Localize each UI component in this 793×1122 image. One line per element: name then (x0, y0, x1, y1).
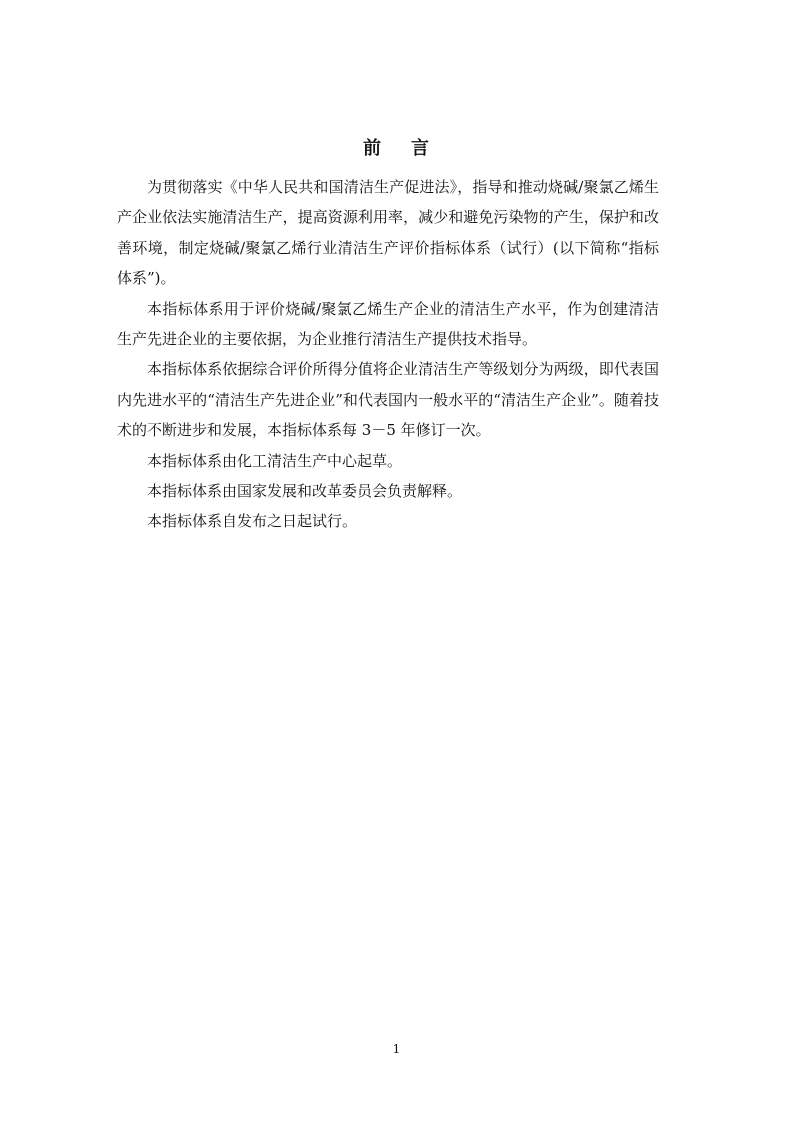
paragraph-purpose: 为贯彻落实《中华人民共和国清洁生产促进法》，指导和推动烧碱/聚氯乙烯生产企业依法实施清洁生产，提高资源利用率，减少和避免污染物的产生，保护和改善环境，制定烧碱/聚氯乙烯行业清洁生产评价指标体系（试行）(以下简称“指标体系”)。 (117, 178, 659, 288)
paragraph-interpretation: 本指标体系由国家发展和改革委员会负责解释。 (147, 482, 463, 501)
paragraph-grading: 本指标体系依据综合评价所得分值将企业清洁生产等级划分为两级，即代表国内先进水平的“清洁生产先进企业”和代表国内一般水平的“清洁生产企业”。随着技术的不断进步和发展，本指标体系每 3－5 年修订一次。 (117, 360, 659, 440)
paragraph-scope: 本指标体系用于评价烧碱/聚氯乙烯生产企业的清洁生产水平，作为创建清洁生产先进企业的主要依据，为企业推行清洁生产提供技术指导。 (117, 299, 659, 349)
page-number: 1 (392, 1042, 401, 1056)
page-title: 前 言 (362, 138, 431, 159)
preface-body (117, 172, 659, 537)
paragraph-effective-date: 本指标体系自发布之日起试行。 (147, 512, 358, 531)
paragraph-drafter: 本指标体系由化工清洁生产中心起草。 (147, 451, 403, 470)
